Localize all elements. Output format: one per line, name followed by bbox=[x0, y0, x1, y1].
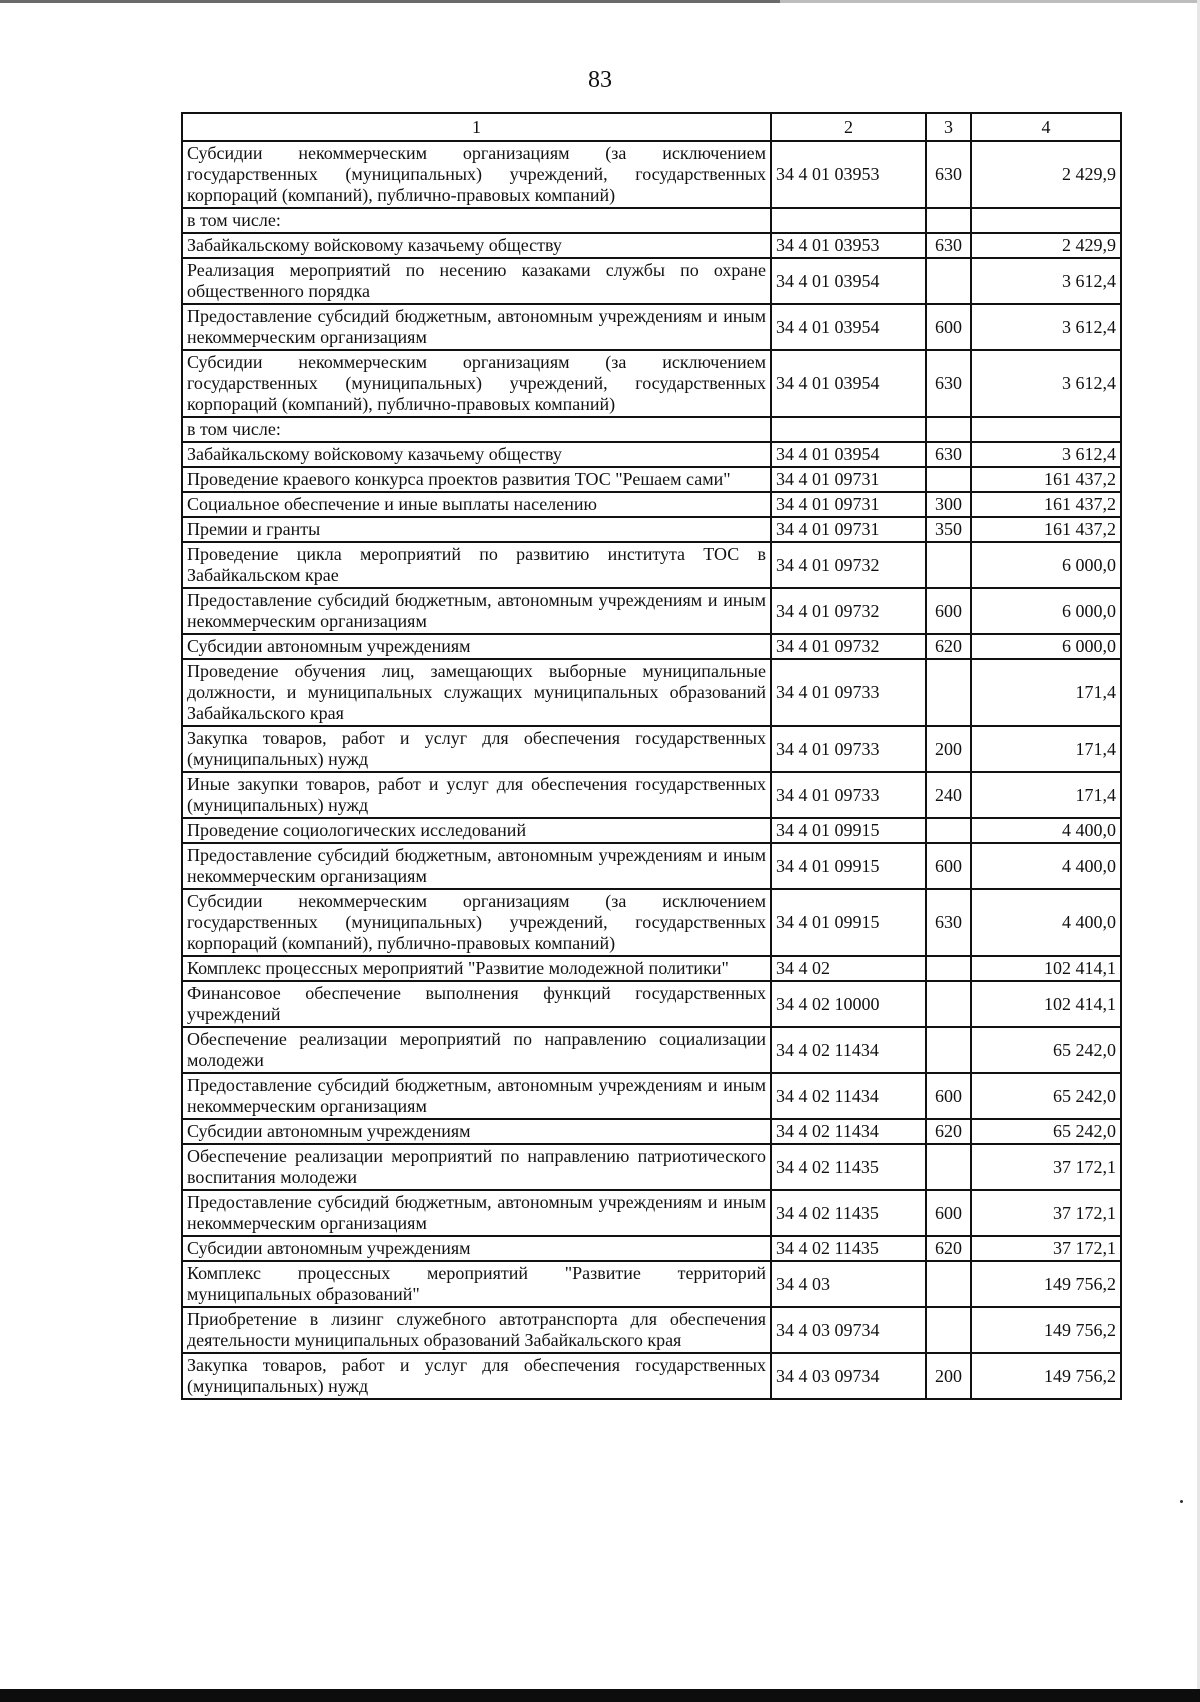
table-row bbox=[182, 981, 1121, 1027]
column-header-vr: 3 bbox=[926, 113, 971, 141]
table-row bbox=[182, 818, 1121, 843]
name-cell: Проведение краевого конкурса проектов развития ТОС "Решаем сами" bbox=[182, 467, 771, 492]
name-cell: Субсидии автономным учреждениям bbox=[182, 1119, 771, 1144]
vr-cell: 200 bbox=[926, 1353, 971, 1399]
amount-cell: 6 000,0 bbox=[971, 542, 1121, 588]
table-row bbox=[182, 1236, 1121, 1261]
vr-cell: 240 bbox=[926, 772, 971, 818]
table-row bbox=[182, 417, 1121, 442]
budget-table bbox=[181, 112, 1122, 1400]
amount-cell: 37 172,1 bbox=[971, 1236, 1121, 1261]
code-cell: 34 4 01 09731 bbox=[771, 517, 926, 542]
vr-cell bbox=[926, 467, 971, 492]
amount-cell: 4 400,0 bbox=[971, 889, 1121, 956]
code-cell: 34 4 01 09732 bbox=[771, 542, 926, 588]
name-cell: Предоставление субсидий бюджетным, автономным учреждениям и иным некоммерческим организациям bbox=[182, 588, 771, 634]
amount-cell: 3 612,4 bbox=[971, 442, 1121, 467]
vr-cell: 350 bbox=[926, 517, 971, 542]
code-cell: 34 4 02 10000 bbox=[771, 981, 926, 1027]
name-cell: в том числе: bbox=[182, 417, 771, 442]
vr-cell bbox=[926, 208, 971, 233]
amount-cell: 149 756,2 bbox=[971, 1353, 1121, 1399]
column-header-amount: 4 bbox=[971, 113, 1121, 141]
table-row bbox=[182, 258, 1121, 304]
code-cell bbox=[771, 417, 926, 442]
code-cell: 34 4 01 09732 bbox=[771, 634, 926, 659]
table-row bbox=[182, 1119, 1121, 1144]
name-cell: Забайкальскому войсковому казачьему обществу bbox=[182, 442, 771, 467]
table-row bbox=[182, 1353, 1121, 1399]
table-row bbox=[182, 350, 1121, 417]
table-row bbox=[182, 492, 1121, 517]
code-cell: 34 4 01 09733 bbox=[771, 659, 926, 726]
amount-cell: 65 242,0 bbox=[971, 1119, 1121, 1144]
code-cell: 34 4 03 bbox=[771, 1261, 926, 1307]
vr-cell bbox=[926, 1261, 971, 1307]
vr-cell bbox=[926, 1027, 971, 1073]
amount-cell: 171,4 bbox=[971, 659, 1121, 726]
code-cell: 34 4 03 09734 bbox=[771, 1353, 926, 1399]
amount-cell: 3 612,4 bbox=[971, 304, 1121, 350]
table-row bbox=[182, 1073, 1121, 1119]
amount-cell: 161 437,2 bbox=[971, 467, 1121, 492]
vr-cell: 600 bbox=[926, 304, 971, 350]
amount-cell bbox=[971, 208, 1121, 233]
name-cell: Субсидии некоммерческим организациям (за исключением государственных (муниципальных) учреждений, государственных корпораций (компаний), публично-правовых компаний) bbox=[182, 350, 771, 417]
vr-cell bbox=[926, 542, 971, 588]
table-row bbox=[182, 659, 1121, 726]
amount-cell: 4 400,0 bbox=[971, 818, 1121, 843]
vr-cell: 630 bbox=[926, 889, 971, 956]
amount-cell: 37 172,1 bbox=[971, 1190, 1121, 1236]
name-cell: Реализация мероприятий по несению казаками службы по охране общественного порядка bbox=[182, 258, 771, 304]
vr-cell bbox=[926, 659, 971, 726]
vr-cell bbox=[926, 258, 971, 304]
name-cell: Проведение обучения лиц, замещающих выборные муниципальные должности, и муниципальных служащих муниципальных образований Забайкальского края bbox=[182, 659, 771, 726]
table-row bbox=[182, 634, 1121, 659]
name-cell: Социальное обеспечение и иные выплаты населению bbox=[182, 492, 771, 517]
vr-cell: 630 bbox=[926, 442, 971, 467]
code-cell: 34 4 01 09731 bbox=[771, 492, 926, 517]
vr-cell bbox=[926, 1144, 971, 1190]
amount-cell: 6 000,0 bbox=[971, 634, 1121, 659]
table-row bbox=[182, 517, 1121, 542]
amount-cell: 2 429,9 bbox=[971, 233, 1121, 258]
code-cell: 34 4 01 03954 bbox=[771, 258, 926, 304]
code-cell: 34 4 01 09733 bbox=[771, 726, 926, 772]
table-row bbox=[182, 1190, 1121, 1236]
name-cell: Закупка товаров, работ и услуг для обеспечения государственных (муниципальных) нужд bbox=[182, 1353, 771, 1399]
name-cell: Предоставление субсидий бюджетным, автономным учреждениям и иным некоммерческим организациям bbox=[182, 304, 771, 350]
table-row bbox=[182, 233, 1121, 258]
vr-cell: 630 bbox=[926, 233, 971, 258]
amount-cell: 102 414,1 bbox=[971, 956, 1121, 981]
table-row bbox=[182, 889, 1121, 956]
name-cell: Забайкальскому войсковому казачьему обществу bbox=[182, 233, 771, 258]
name-cell: Предоставление субсидий бюджетным, автономным учреждениям и иным некоммерческим организациям bbox=[182, 1073, 771, 1119]
vr-cell: 600 bbox=[926, 1190, 971, 1236]
name-cell: Комплекс процессных мероприятий "Развитие территорий муниципальных образований" bbox=[182, 1261, 771, 1307]
table-header-row bbox=[182, 113, 1121, 141]
code-cell: 34 4 01 03954 bbox=[771, 442, 926, 467]
table-row bbox=[182, 588, 1121, 634]
vr-cell bbox=[926, 956, 971, 981]
amount-cell: 149 756,2 bbox=[971, 1261, 1121, 1307]
name-cell: Финансовое обеспечение выполнения функций государственных учреждений bbox=[182, 981, 771, 1027]
amount-cell bbox=[971, 417, 1121, 442]
vr-cell bbox=[926, 981, 971, 1027]
name-cell: Проведение социологических исследований bbox=[182, 818, 771, 843]
amount-cell: 102 414,1 bbox=[971, 981, 1121, 1027]
amount-cell: 65 242,0 bbox=[971, 1027, 1121, 1073]
table-row bbox=[182, 772, 1121, 818]
code-cell: 34 4 01 03953 bbox=[771, 141, 926, 208]
code-cell: 34 4 01 09733 bbox=[771, 772, 926, 818]
scan-edge-bottom bbox=[0, 1689, 1200, 1702]
code-cell: 34 4 01 09731 bbox=[771, 467, 926, 492]
vr-cell bbox=[926, 417, 971, 442]
table-row bbox=[182, 304, 1121, 350]
name-cell: Обеспечение реализации мероприятий по направлению социализации молодежи bbox=[182, 1027, 771, 1073]
name-cell: Субсидии некоммерческим организациям (за исключением государственных (муниципальных) учреждений, государственных корпораций (компаний), публично-правовых компаний) bbox=[182, 141, 771, 208]
code-cell: 34 4 01 09915 bbox=[771, 843, 926, 889]
page-number: 83 bbox=[588, 67, 612, 93]
amount-cell: 3 612,4 bbox=[971, 350, 1121, 417]
code-cell: 34 4 03 09734 bbox=[771, 1307, 926, 1353]
table-row bbox=[182, 1261, 1121, 1307]
vr-cell: 200 bbox=[926, 726, 971, 772]
name-cell: в том числе: bbox=[182, 208, 771, 233]
vr-cell: 300 bbox=[926, 492, 971, 517]
code-cell: 34 4 02 11434 bbox=[771, 1119, 926, 1144]
table-row bbox=[182, 208, 1121, 233]
name-cell: Закупка товаров, работ и услуг для обеспечения государственных (муниципальных) нужд bbox=[182, 726, 771, 772]
vr-cell: 600 bbox=[926, 1073, 971, 1119]
amount-cell: 149 756,2 bbox=[971, 1307, 1121, 1353]
name-cell: Предоставление субсидий бюджетным, автономным учреждениям и иным некоммерческим организациям bbox=[182, 843, 771, 889]
code-cell: 34 4 02 11434 bbox=[771, 1073, 926, 1119]
column-header-code: 2 bbox=[771, 113, 926, 141]
code-cell: 34 4 01 03954 bbox=[771, 350, 926, 417]
amount-cell: 171,4 bbox=[971, 726, 1121, 772]
table-row bbox=[182, 843, 1121, 889]
code-cell: 34 4 02 11435 bbox=[771, 1236, 926, 1261]
amount-cell: 161 437,2 bbox=[971, 517, 1121, 542]
table-row bbox=[182, 726, 1121, 772]
vr-cell: 600 bbox=[926, 843, 971, 889]
table-row bbox=[182, 1144, 1121, 1190]
amount-cell: 65 242,0 bbox=[971, 1073, 1121, 1119]
vr-cell: 620 bbox=[926, 1236, 971, 1261]
code-cell: 34 4 02 bbox=[771, 956, 926, 981]
vr-cell: 620 bbox=[926, 634, 971, 659]
name-cell: Комплекс процессных мероприятий "Развитие молодежной политики" bbox=[182, 956, 771, 981]
amount-cell: 37 172,1 bbox=[971, 1144, 1121, 1190]
table-row bbox=[182, 542, 1121, 588]
vr-cell bbox=[926, 818, 971, 843]
code-cell: 34 4 01 09915 bbox=[771, 889, 926, 956]
vr-cell bbox=[926, 1307, 971, 1353]
table-row bbox=[182, 1027, 1121, 1073]
column-header-name: 1 bbox=[182, 113, 771, 141]
scan-edge-top-dark bbox=[0, 0, 780, 3]
code-cell bbox=[771, 208, 926, 233]
name-cell: Субсидии автономным учреждениям bbox=[182, 634, 771, 659]
name-cell: Проведение цикла мероприятий по развитию института ТОС в Забайкальском крае bbox=[182, 542, 771, 588]
vr-cell: 600 bbox=[926, 588, 971, 634]
vr-cell: 630 bbox=[926, 350, 971, 417]
code-cell: 34 4 01 09732 bbox=[771, 588, 926, 634]
table-row bbox=[182, 1307, 1121, 1353]
name-cell: Приобретение в лизинг служебного автотранспорта для обеспечения деятельности муниципальных образований Забайкальского края bbox=[182, 1307, 771, 1353]
amount-cell: 4 400,0 bbox=[971, 843, 1121, 889]
amount-cell: 3 612,4 bbox=[971, 258, 1121, 304]
amount-cell: 171,4 bbox=[971, 772, 1121, 818]
name-cell: Предоставление субсидий бюджетным, автономным учреждениям и иным некоммерческим организациям bbox=[182, 1190, 771, 1236]
code-cell: 34 4 01 03954 bbox=[771, 304, 926, 350]
code-cell: 34 4 02 11435 bbox=[771, 1144, 926, 1190]
table-body bbox=[182, 141, 1121, 1399]
code-cell: 34 4 02 11435 bbox=[771, 1190, 926, 1236]
name-cell: Обеспечение реализации мероприятий по направлению патриотического воспитания молодежи bbox=[182, 1144, 771, 1190]
table-row bbox=[182, 467, 1121, 492]
vr-cell: 620 bbox=[926, 1119, 971, 1144]
scan-speck bbox=[1180, 1500, 1183, 1503]
vr-cell: 630 bbox=[926, 141, 971, 208]
name-cell: Премии и гранты bbox=[182, 517, 771, 542]
amount-cell: 161 437,2 bbox=[971, 492, 1121, 517]
table-row bbox=[182, 956, 1121, 981]
amount-cell: 2 429,9 bbox=[971, 141, 1121, 208]
table-row bbox=[182, 141, 1121, 208]
code-cell: 34 4 01 09915 bbox=[771, 818, 926, 843]
code-cell: 34 4 01 03953 bbox=[771, 233, 926, 258]
name-cell: Субсидии некоммерческим организациям (за исключением государственных (муниципальных) учреждений, государственных корпораций (компаний), публично-правовых компаний) bbox=[182, 889, 771, 956]
name-cell: Субсидии автономным учреждениям bbox=[182, 1236, 771, 1261]
table-row bbox=[182, 442, 1121, 467]
name-cell: Иные закупки товаров, работ и услуг для обеспечения государственных (муниципальных) нужд bbox=[182, 772, 771, 818]
code-cell: 34 4 02 11434 bbox=[771, 1027, 926, 1073]
amount-cell: 6 000,0 bbox=[971, 588, 1121, 634]
